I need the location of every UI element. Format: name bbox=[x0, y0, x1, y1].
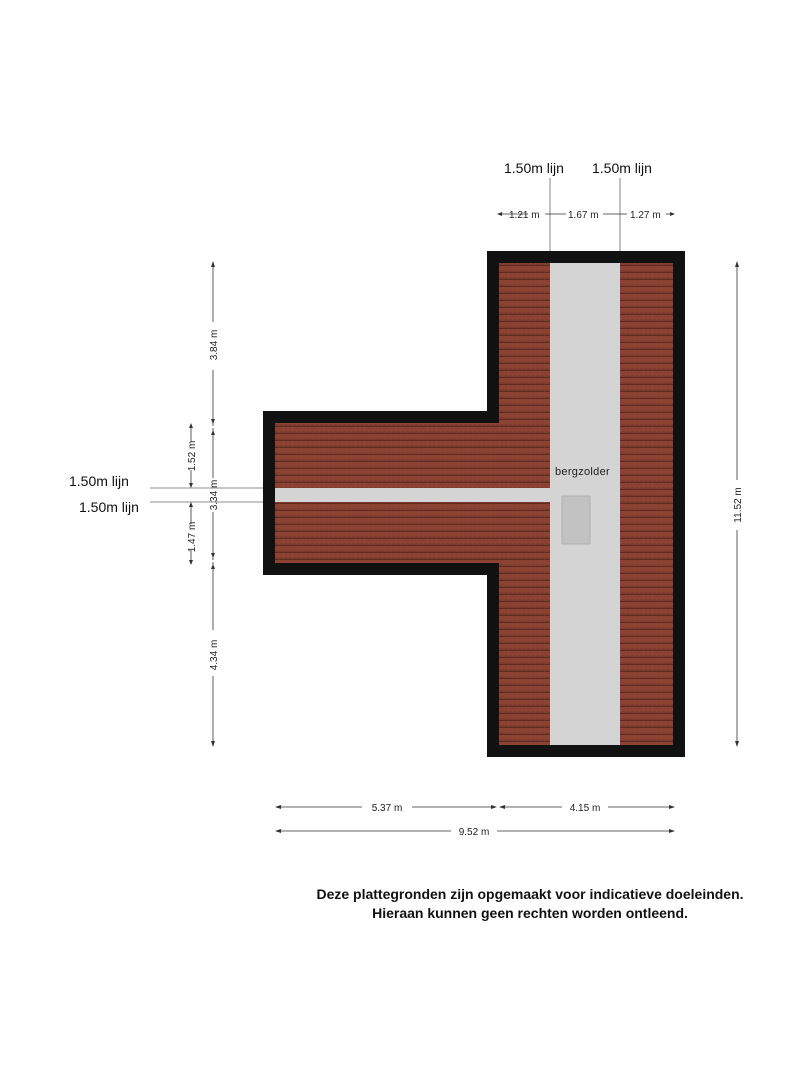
dim-bottom-right: 4.15 m bbox=[569, 803, 601, 814]
dim-left-bottom: 4.34 m bbox=[209, 639, 220, 671]
dim-left-inner-top: 1.52 m bbox=[187, 440, 198, 472]
lijn-label-top-right: 1.50m lijn bbox=[592, 160, 652, 176]
dim-top-3: 1.27 m bbox=[630, 210, 661, 221]
dim-right: 11.52 m bbox=[733, 487, 744, 523]
disclaimer-line-2: Hieraan kunnen geen rechten worden ontleend. bbox=[372, 905, 688, 921]
bottom-dimension-split bbox=[275, 805, 675, 809]
dim-bottom-total: 9.52 m bbox=[458, 827, 490, 838]
dim-top-1: 1.21 m bbox=[509, 210, 540, 221]
lijn-label-top-left: 1.50m lijn bbox=[504, 160, 564, 176]
floor-strip-horizontal bbox=[275, 488, 550, 502]
dim-left-middle: 3.34 m bbox=[209, 479, 220, 511]
dim-left-inner-bottom: 1.47 m bbox=[187, 521, 198, 553]
dim-bottom-left: 5.37 m bbox=[371, 803, 403, 814]
dim-left-top: 3.84 m bbox=[209, 329, 220, 361]
lijn-label-left-upper: 1.50m lijn bbox=[69, 473, 129, 489]
lijn-label-left-lower: 1.50m lijn bbox=[79, 499, 139, 515]
room-label: bergzolder bbox=[555, 466, 610, 478]
roof-hatch bbox=[562, 496, 590, 544]
dim-top-2: 1.67 m bbox=[568, 210, 599, 221]
disclaimer-line-1: Deze plattegronden zijn opgemaakt voor indicatieve doeleinden. bbox=[316, 886, 744, 902]
